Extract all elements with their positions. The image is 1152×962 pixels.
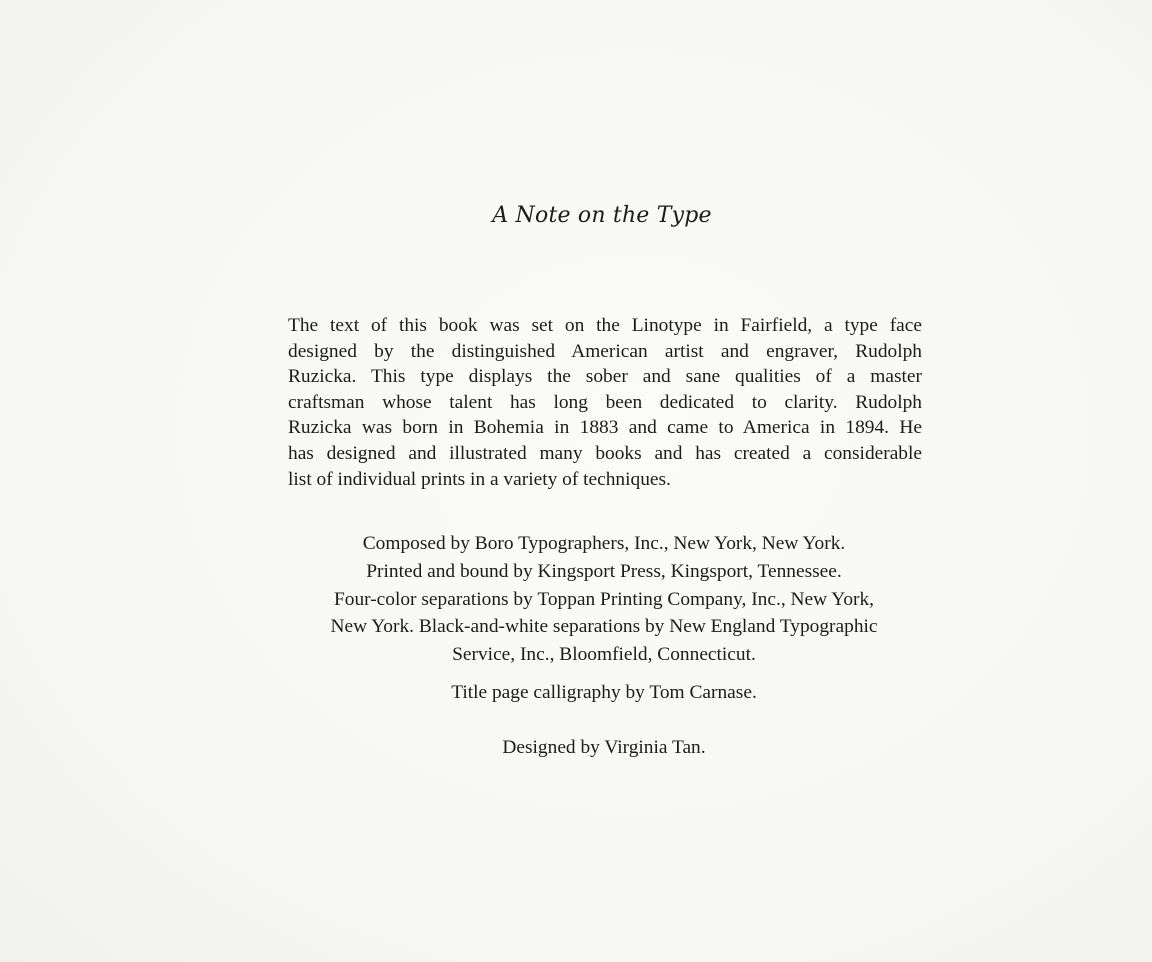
calligraphy-credit: Title page calligraphy by Tom Carnase. [451,682,757,703]
page-heading: A Note on the Type [492,203,712,228]
paragraph-line: craftsman whose talent has long been dedicated to clarity. Rudolph [288,391,922,413]
type-note-paragraph [288,313,922,492]
production-credits [290,530,918,669]
paragraph-line: The text of this book was set on the Linotype in Fairfield, a type face [288,315,922,336]
paragraph-line: list of individual prints in a variety of techniques. [288,468,671,490]
credit-line: Printed and bound by Kingsport Press, Kingsport, Tennessee. [366,560,842,582]
credit-line: Four-color separations by Toppan Printing Company, Inc., New York, [333,588,875,610]
credit-line: Composed by Boro Typographers, Inc., New York, New York. [362,533,846,554]
designer-credit: Designed by Virginia Tan. [502,737,706,758]
paragraph-line: designed by the distinguished American artist and engraver, Rudolph [288,340,922,362]
credit-line: Service, Inc., Bloomfield, Connecticut. [452,644,756,666]
paragraph-line: Ruzicka was born in Bohemia in 1883 and came to America in 1894. He [288,417,922,439]
credit-line: New York. Black-and-white separations by New England Typographic [330,616,878,638]
paragraph-line: has designed and illustrated many books and has created a considerable [288,442,922,464]
paragraph-line: Ruzicka. This type displays the sober and sane qualities of a master [288,366,922,388]
